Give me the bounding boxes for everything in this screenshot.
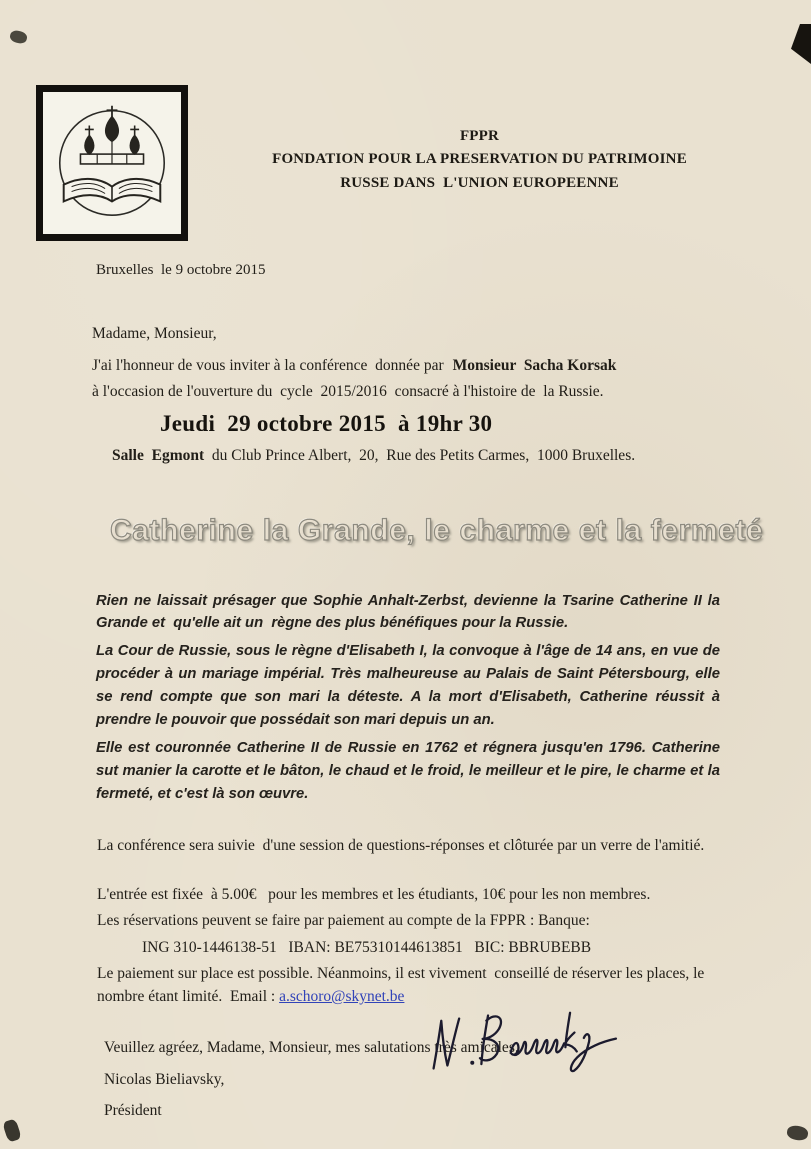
invitation-line-2: à l'occasion de l'ouverture du cycle 2015/2016 consacré à l'histoire de la Russie. — [92, 383, 604, 400]
invitation-line-1 — [92, 354, 811, 377]
organization-name — [188, 125, 771, 195]
letterhead — [0, 0, 811, 241]
signer-name: Nicolas Bieliavsky, — [104, 1070, 225, 1088]
dateline: Bruxelles le 9 octobre 2015 — [96, 262, 266, 278]
conference-abstract — [96, 590, 725, 806]
followup-note: La conférence sera suivie d'une session de questions-réponses et clôturée par un verre de l'amitié. — [97, 836, 705, 854]
abstract-paragraph-1: Rien ne laissait présager que Sophie Anhalt-Zerbst, devienne la Tsarine Catherine II la Grande et qu'elle ait un règne des plus bénéfiques pour la Russie. — [96, 592, 725, 632]
event-datetime: Jeudi 29 octobre 2015 à 19hr 30 — [160, 411, 493, 437]
payment-note-text: Le paiement sur place est possible. Néanmoins, il est vivement conseillé de réserver les places, le nombre étant limité. Email : — [97, 964, 709, 1006]
reservation-line: Les réservations peuvent se faire par paiement au compte de la FPPR : Banque: — [97, 912, 590, 930]
scan-artifact-bottom-right — [786, 1124, 809, 1141]
venue-line — [112, 444, 811, 467]
signer-title: Président — [104, 1101, 162, 1119]
salutation: Madame, Monsieur, — [92, 324, 217, 342]
org-name-line2: RUSSE DANS L'UNION EUROPEENNE — [340, 174, 619, 191]
org-acronym: FPPR — [459, 128, 500, 144]
org-name-line1: FONDATION POUR LA PRESERVATION DU PATRIMOINE — [272, 151, 687, 168]
church-domes-book-icon — [43, 92, 181, 232]
conference-title: Catherine la Grande, le charme et la fermeté — [110, 513, 764, 547]
valediction: Veuillez agréez, Madame, Monsieur, mes salutations très amicales. — [104, 1039, 519, 1057]
venue-room: Salle Egmont — [112, 447, 205, 465]
venue-address: du Club Prince Albert, 20, Rue des Petits Carmes, 1000 Bruxelles. — [204, 447, 636, 465]
fppr-logo — [36, 85, 188, 241]
pricing-line: L'entrée est fixée à 5.00€ pour les membres et les étudiants, 10€ pour les non membres. — [97, 886, 651, 904]
scan-artifact-bottom-left — [2, 1118, 22, 1142]
abstract-paragraph-3: Elle est couronnée Catherine II de Russie en 1762 et régnera jusqu'en 1796. Catherine sut manier la carotte et le bâton, le chaud et le froid, le meilleur et le pire, le charme et la fermeté, et c'est là son œuvre. — [96, 740, 725, 802]
speaker-name: Monsieur Sacha Korsak — [452, 356, 617, 374]
abstract-paragraph-2: La Cour de Russie, sous le règne d'Elisabeth I, la convoque à l'âge de 14 ans, en vue de procéder à un mariage impérial. Très malheureuse au Palais de Saint Pétersbourg, elle se rend compte que son mari la déteste. A la mort d'Elisabeth, Catherine réussit à prendre le pouvoir que possédait son mari depuis un an. — [96, 643, 725, 729]
email-link[interactable]: a.schoro@skynet.be — [279, 988, 405, 1006]
bank-details: ING 310-1446138-51 IBAN: BE75310144613851 BIC: BBRUBEBB — [142, 938, 592, 956]
signature-icon — [419, 994, 659, 1090]
invitation-prefix: J'ai l'honneur de vous inviter à la conférence donnée par — [92, 356, 444, 374]
handwritten-signature — [419, 994, 659, 1090]
